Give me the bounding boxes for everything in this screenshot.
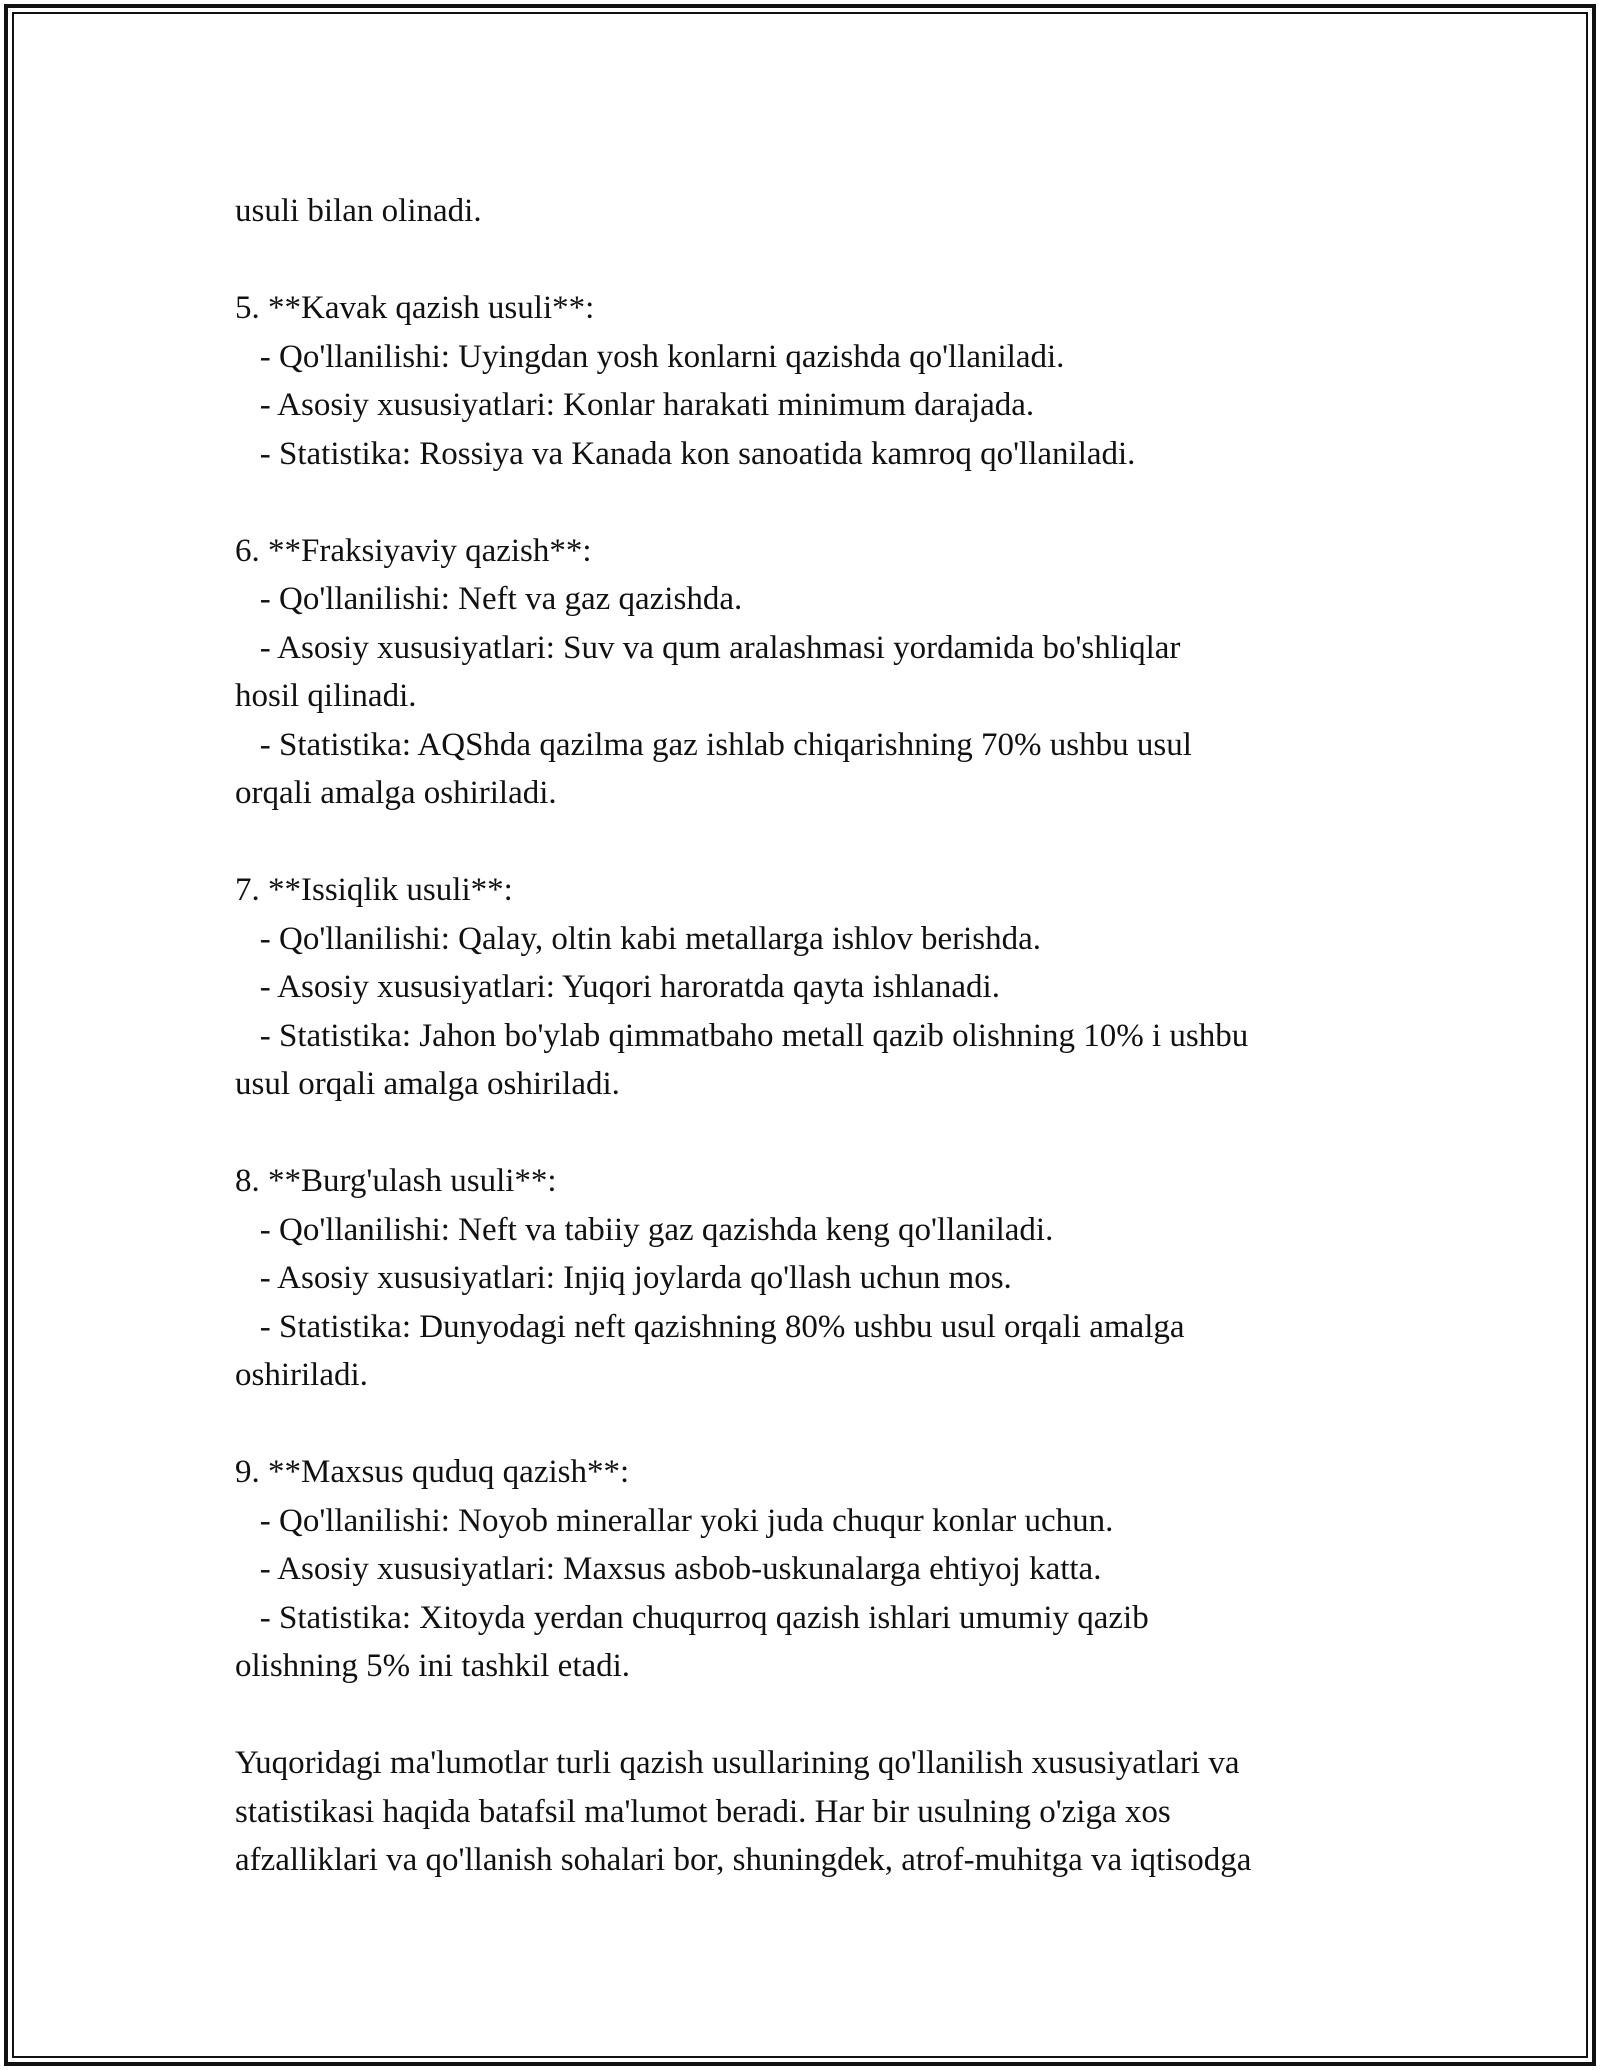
section-5 [235,284,1395,478]
closing-line: statistikasi haqida batafsil ma'lumot beradi. Har bir usulning o'ziga xos [235,1793,1171,1830]
closing-line: Yuqoridagi ma'lumotlar turli qazish usullarining qo'llanilish xususiyatlari va [235,1745,1240,1781]
section-line: - Statistika: Jahon bo'ylab qimmatbaho metall qazib olishning 10% i ushbu [235,1017,1249,1054]
section-line: - Qo'llanilishi: Neft va gaz qazishda. [235,581,743,617]
section-line: - Statistika: Xitoyda yerdan chuqurroq qazish ishlari umumiy qazib [235,1599,1149,1636]
paragraph-gap [235,818,1395,867]
section-line-continuation: usul orqali amalga oshiriladi. [235,1066,620,1102]
section-line: - Asosiy xususiyatlari: Yuqori haroratda qayta ishlanadi. [235,969,1000,1005]
section-6 [235,527,1395,818]
section-line-continuation: orqali amalga oshiriladi. [235,775,557,811]
document-body [235,187,1395,1885]
section-line: - Qo'llanilishi: Noyob minerallar yoki juda chuqur konlar uchun. [235,1502,1114,1539]
paragraph-gap [235,1400,1395,1449]
section-line: - Qo'llanilishi: Uyingdan yosh konlarni qazishda qo'llaniladi. [235,338,1065,375]
paragraph-gap [235,1109,1395,1158]
closing-paragraph [235,1739,1395,1885]
section-line: - Statistika: AQShda qazilma gaz ishlab chiqarishning 70% ushbu usul [235,726,1192,763]
section-line: - Asosiy xususiyatlari: Konlar harakati minimum darajada. [235,387,1035,423]
opening-line: usuli bilan olinadi. [235,193,482,229]
closing-line: afzalliklari va qo'llanish sohalari bor, shuningdek, atrof-muhitga va iqtisodga [235,1842,1252,1878]
section-7 [235,866,1395,1109]
section-heading: 9. **Maxsus quduq qazish**: [235,1454,630,1490]
section-line: - Asosiy xususiyatlari: Suv va qum aralashmasi yordamida bo'shliqlar [235,629,1181,666]
section-heading: 8. **Burg'ulash usuli**: [235,1163,557,1199]
section-heading: 7. **Issiqlik usuli**: [235,872,513,908]
paragraph-gap [235,1691,1395,1740]
section-line: - Statistika: Rossiya va Kanada kon sanoatida kamroq qo'llaniladi. [235,435,1136,472]
section-heading: 6. **Fraksiyaviy qazish**: [235,532,592,569]
section-heading: 5. **Kavak qazish usuli**: [235,290,595,326]
section-line: - Statistika: Dunyodagi neft qazishning 80% ushbu usul orqali amalga [235,1308,1185,1345]
section-8 [235,1157,1395,1400]
section-line: - Qo'llanilishi: Qalay, oltin kabi metallarga ishlov berishda. [235,920,1042,957]
paragraph-gap [235,236,1395,285]
section-line-continuation: hosil qilinadi. [235,678,417,714]
section-line: - Asosiy xususiyatlari: Maxsus asbob-uskunalarga ehtiyoj katta. [235,1551,1102,1587]
section-9 [235,1448,1395,1691]
section-line: - Asosiy xususiyatlari: Injiq joylarda qo'llash uchun mos. [235,1260,1012,1296]
paragraph-gap [235,478,1395,527]
section-line-continuation: olishning 5% ini tashkil etadi. [235,1648,631,1684]
section-line: - Qo'llanilishi: Neft va tabiiy gaz qazishda keng qo'llaniladi. [235,1211,1054,1248]
section-line-continuation: oshiriladi. [235,1357,368,1393]
